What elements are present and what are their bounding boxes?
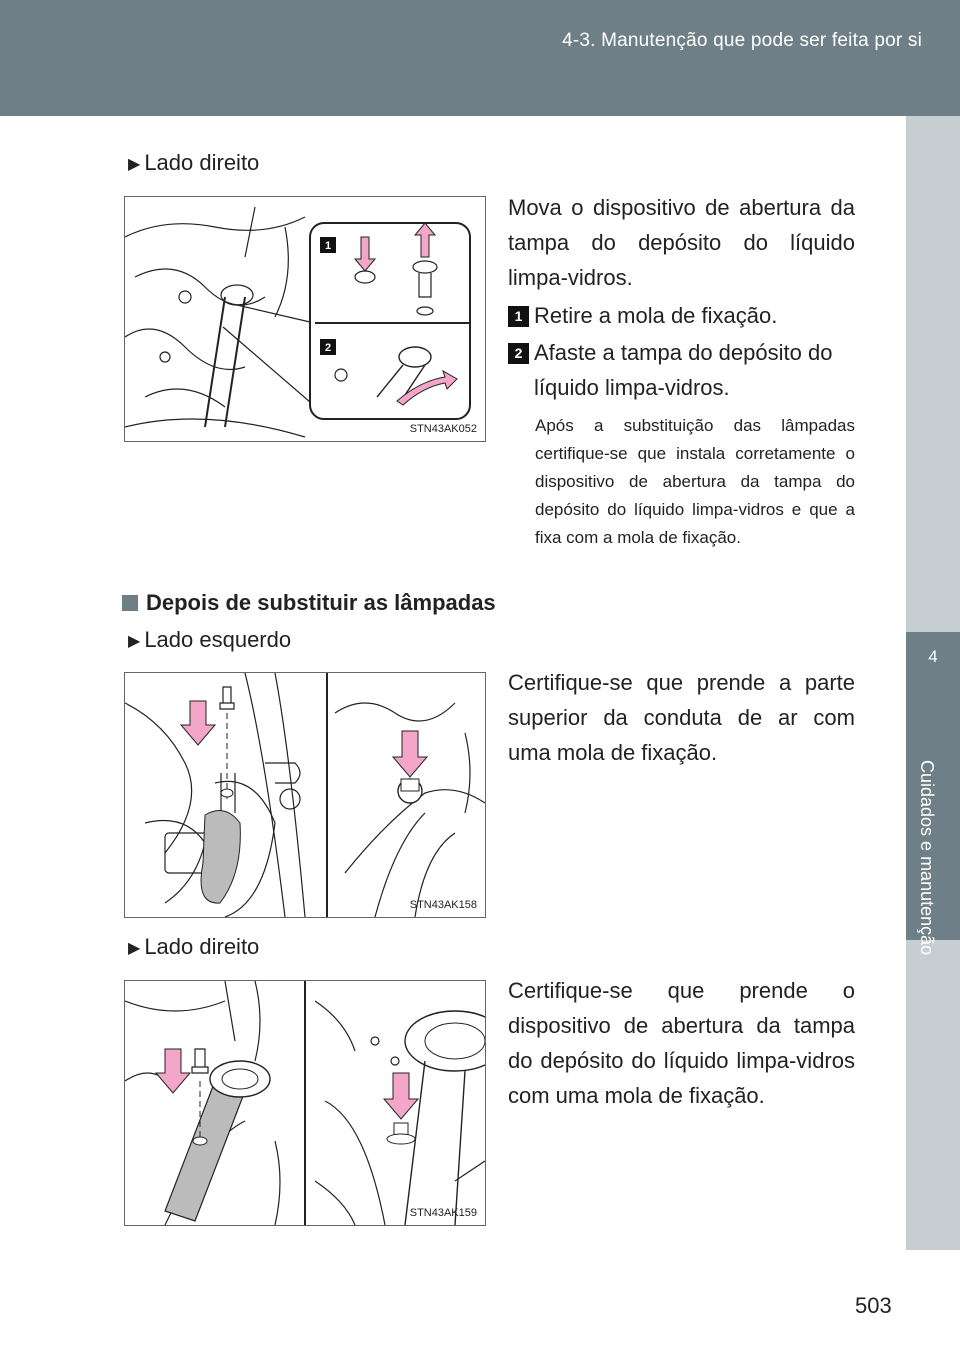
step-2: 2 Afaste a tampa do depósito do líquido limpa-vidros. <box>508 335 858 405</box>
washer-cap-illustration <box>125 981 485 1225</box>
square-bullet-icon <box>122 595 138 611</box>
figure-code: STN43AK158 <box>409 899 477 911</box>
triangle-bullet-icon: ▶ <box>128 156 141 173</box>
side-tab-number: 4 <box>928 647 938 666</box>
step-1: 1 Retire a mola de fixação. <box>508 298 858 333</box>
page-header <box>0 0 960 116</box>
figure-code: STN43AK052 <box>409 423 477 435</box>
step-number-1: 1 <box>508 306 529 327</box>
figure-label-2: 2 <box>324 342 332 354</box>
figure-washer-cap-removal <box>124 196 486 442</box>
page-number: 503 <box>855 1293 892 1318</box>
section-title: Depois de substituir as lâmpadas <box>122 590 496 616</box>
subheading-left-side: ▶ Lado esquerdo <box>128 627 292 652</box>
note-after-replacement: Após a substituição das lâmpadas certifique-se que instala corretamente o dispositivo de abertura da tampa do depósito do líquido limpa-vidros e que a fixa com a mola de fixação. <box>535 416 855 547</box>
step-number-2: 2 <box>508 343 529 364</box>
instruction-left-side: Certifique-se que prende a parte superior da conduta de ar com uma mola de fixação. <box>508 670 855 765</box>
instruction-move-device: Mova o dispositivo de abertura da tampa do depósito do líquido limpa-vidros. <box>508 195 855 290</box>
figure-code: STN43AK159 <box>409 1207 477 1219</box>
side-tab-label: Cuidados e manutenção <box>917 760 937 956</box>
figure-air-duct-clip <box>124 672 486 918</box>
subheading-right-side-1: ▶ Lado direito <box>128 150 260 175</box>
subheading-right-side-2: ▶ Lado direito <box>128 934 260 959</box>
air-duct-illustration <box>125 673 485 917</box>
triangle-bullet-icon: ▶ <box>128 940 141 957</box>
instruction-right-side: Certifique-se que prende o dispositivo de abertura da tampa do depósito do líquido limpa-vidros com uma mola de fixação. <box>508 978 855 1108</box>
figure-washer-cap-clip <box>124 980 486 1226</box>
triangle-bullet-icon: ▶ <box>128 633 141 650</box>
chapter-title: 4-3. Manutenção que pode ser feita por si <box>562 30 922 51</box>
engine-bay-illustration <box>125 197 485 441</box>
figure-label-1: 1 <box>324 240 332 252</box>
